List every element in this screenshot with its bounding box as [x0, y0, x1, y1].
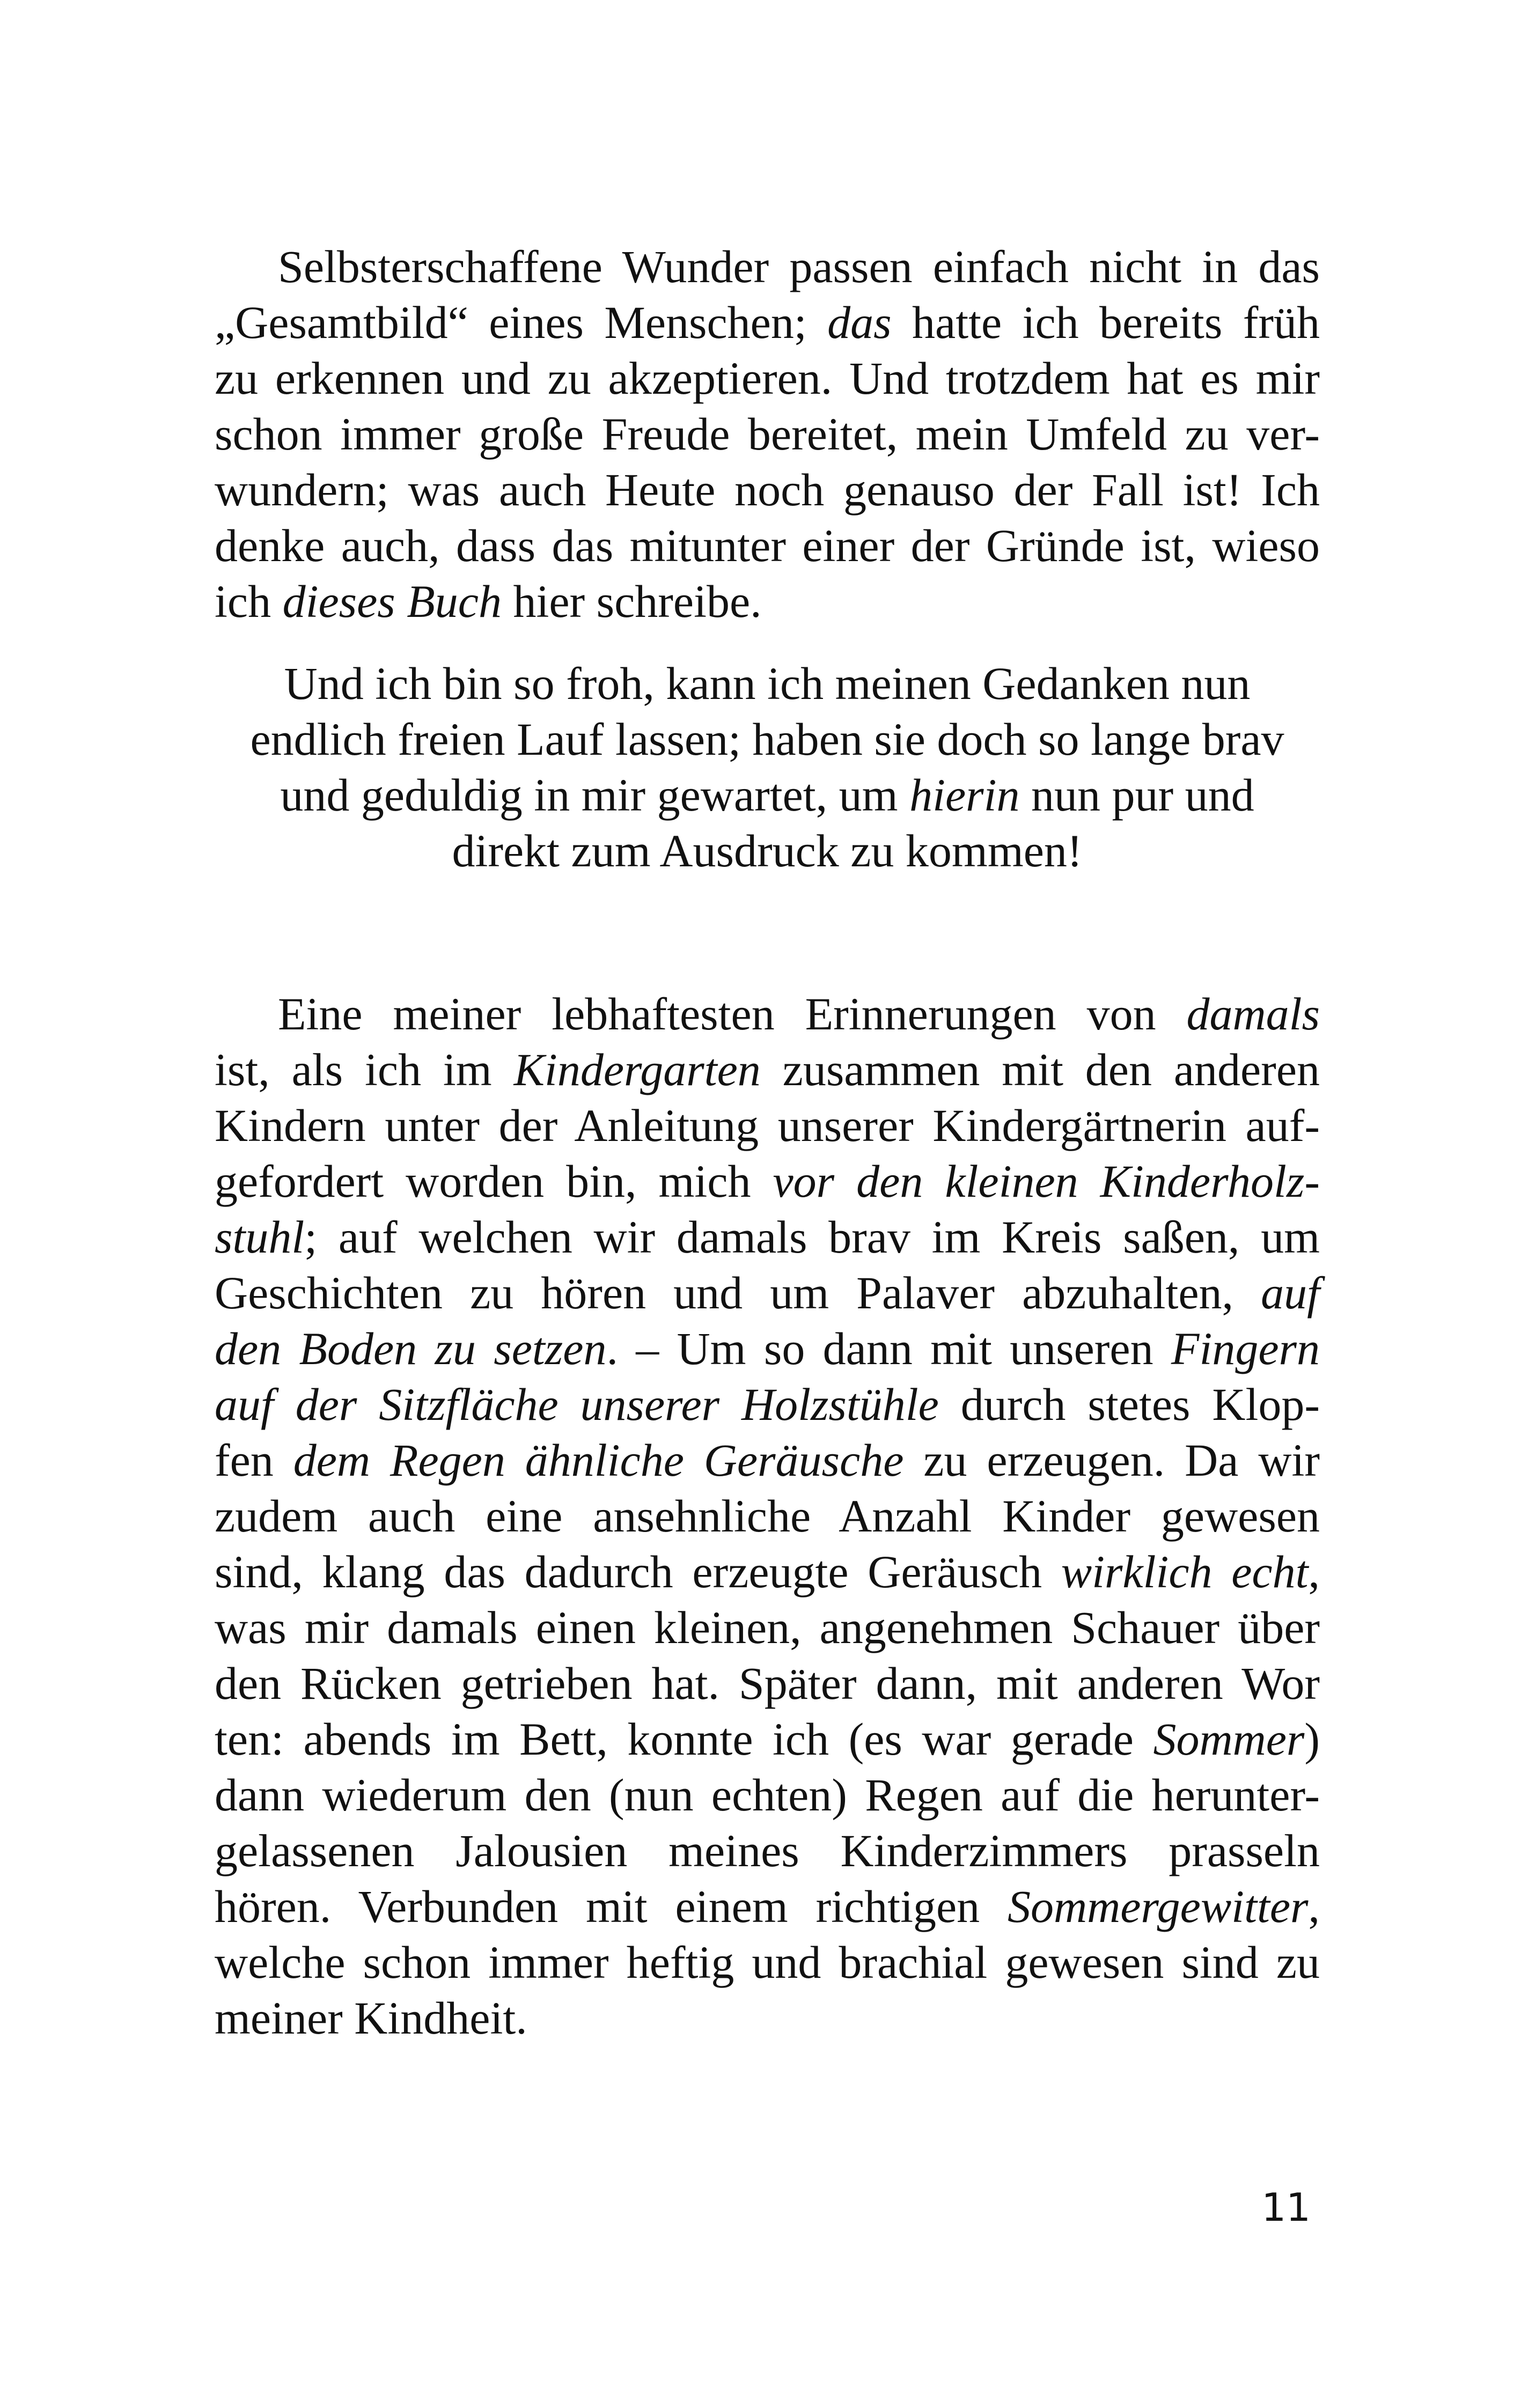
- text-line: [215, 1879, 1320, 1934]
- text-run: schon immer große Freude bereitet, mein Umfeld zu ver-: [215, 408, 1320, 460]
- italic-text: auf: [1261, 1267, 1320, 1319]
- italic-text: Kindergarten: [513, 1044, 761, 1095]
- text-run: was mir damals einen kleinen, angenehmen Schauer über: [215, 1602, 1320, 1653]
- italic-text: stuhl: [215, 1211, 305, 1263]
- text-run: sind, klang das dadurch erzeugte Geräusch: [215, 1546, 1061, 1597]
- text-run: denke auch, dass das mitunter einer der Gründe ist, wieso: [215, 520, 1320, 571]
- text-line: [215, 1042, 1320, 1098]
- text-run: zudem auch eine ansehnliche Anzahl Kinder gewesen: [215, 1490, 1320, 1542]
- text-line: [215, 711, 1320, 767]
- text-run: Eine meiner lebhaftesten Erinnerungen von: [278, 988, 1187, 1040]
- text-run: ; auf welchen wir damals brav im Kreis saßen, um: [304, 1211, 1320, 1263]
- text-run: ist, als ich im: [215, 1044, 514, 1095]
- paragraph-1: [215, 239, 1320, 629]
- text-line: [215, 1990, 1320, 2046]
- text-line: [215, 1098, 1320, 1153]
- italic-text: dem Regen ähnliche Geräusche: [293, 1434, 904, 1486]
- paragraph-3: [215, 986, 1320, 2046]
- text-run: und geduldig in mir gewartet, um: [280, 769, 910, 821]
- text-run: ,: [1308, 1881, 1320, 1932]
- italic-text: wirklich echt: [1061, 1546, 1309, 1597]
- text-line: [215, 294, 1320, 350]
- text-run: meiner Kindheit.: [215, 1992, 527, 2044]
- italic-text: vor den kleinen Kinderholz-: [773, 1155, 1320, 1207]
- italic-text: Sommergewitter: [1007, 1881, 1309, 1932]
- text-run: hören. Verbunden mit einem richtigen: [215, 1881, 1008, 1932]
- text-run: ich: [215, 576, 283, 627]
- text-run: zu erzeugen. Da wir: [903, 1434, 1320, 1486]
- text-line: [215, 767, 1320, 823]
- text-run: Kindern unter der Anleitung unserer Kindergärtnerin auf-: [215, 1100, 1320, 1151]
- text-run: zusammen mit den anderen: [760, 1044, 1320, 1095]
- text-line: [215, 656, 1320, 711]
- text-line: [215, 518, 1320, 573]
- text-run: hier schreibe.: [501, 576, 762, 627]
- text-run: zu erkennen und zu akzeptieren. Und trotzdem hat es mir: [215, 352, 1320, 404]
- text-line: [215, 1153, 1320, 1209]
- text-line: [215, 1376, 1320, 1432]
- text-line: [215, 350, 1320, 406]
- italic-text: das: [827, 297, 892, 348]
- italic-text: Sommer: [1153, 1713, 1305, 1765]
- text-run: wundern; was auch Heute noch genauso der Fall ist! Ich: [215, 464, 1320, 516]
- text-run: . – Um so dann mit unseren: [606, 1323, 1171, 1374]
- text-run: endlich freien Lauf lassen; haben sie doch so lange brav: [250, 713, 1284, 765]
- text-line: [215, 1265, 1320, 1321]
- text-line: [215, 823, 1320, 879]
- text-line: [215, 1209, 1320, 1265]
- text-line: [215, 1432, 1320, 1488]
- text-run: Und ich bin so froh, kann ich meinen Gedanken nun: [284, 658, 1251, 709]
- text-line: [215, 1655, 1320, 1711]
- text-line: [215, 406, 1320, 462]
- italic-text: auf der Sitzfläche unserer Holzstühle: [215, 1379, 939, 1430]
- text-line: [215, 1488, 1320, 1544]
- text-run: nun pur und: [1019, 769, 1254, 821]
- text-run: direkt zum Ausdruck zu kommen!: [452, 825, 1083, 877]
- text-line: [215, 1823, 1320, 1879]
- text-run: ): [1304, 1713, 1320, 1765]
- text-run: welche schon immer heftig und brachial gewesen sind zu: [215, 1936, 1320, 1988]
- text-run: Selbsterschaffene Wunder passen einfach nicht in das: [278, 241, 1320, 292]
- text-run: Geschichten zu hören und um Palaver abzuhalten,: [215, 1267, 1261, 1319]
- text-line: [215, 1934, 1320, 1990]
- text-line: [215, 1711, 1320, 1767]
- text-line: [215, 462, 1320, 518]
- text-line: [215, 1767, 1320, 1823]
- italic-text: hierin: [909, 769, 1020, 821]
- text-line: [215, 1544, 1320, 1600]
- text-run: fen: [215, 1434, 293, 1486]
- text-run: gefordert worden bin, mich: [215, 1155, 773, 1207]
- text-run: den Rücken getrieben hat. Später dann, mit anderen Wor: [215, 1658, 1320, 1709]
- text-run: durch stetes Klop-: [938, 1379, 1320, 1430]
- italic-text: den Boden zu setzen: [215, 1323, 607, 1374]
- text-line: [215, 1321, 1320, 1376]
- text-line: [215, 1600, 1320, 1655]
- text-run: gelassenen Jalousien meines Kinderzimmers prasseln: [215, 1825, 1320, 1876]
- paragraph-2: [215, 656, 1320, 879]
- text-line: [215, 986, 1320, 1042]
- italic-text: dieses Buch: [282, 576, 502, 627]
- text-line: [215, 239, 1320, 294]
- text-run: „Gesamtbild“ eines Menschen;: [215, 297, 828, 348]
- text-run: hatte ich bereits früh: [891, 297, 1320, 348]
- italic-text: Fingern: [1171, 1323, 1320, 1374]
- text-run: dann wiederum den (nun echten) Regen auf die herunter-: [215, 1769, 1320, 1821]
- text-run: ten: abends im Bett, konnte ich (es war gerade: [215, 1713, 1153, 1765]
- italic-text: damals: [1186, 988, 1320, 1040]
- page-number: 11: [1261, 2185, 1311, 2230]
- text-line: [215, 573, 1320, 629]
- text-run: ,: [1308, 1546, 1320, 1597]
